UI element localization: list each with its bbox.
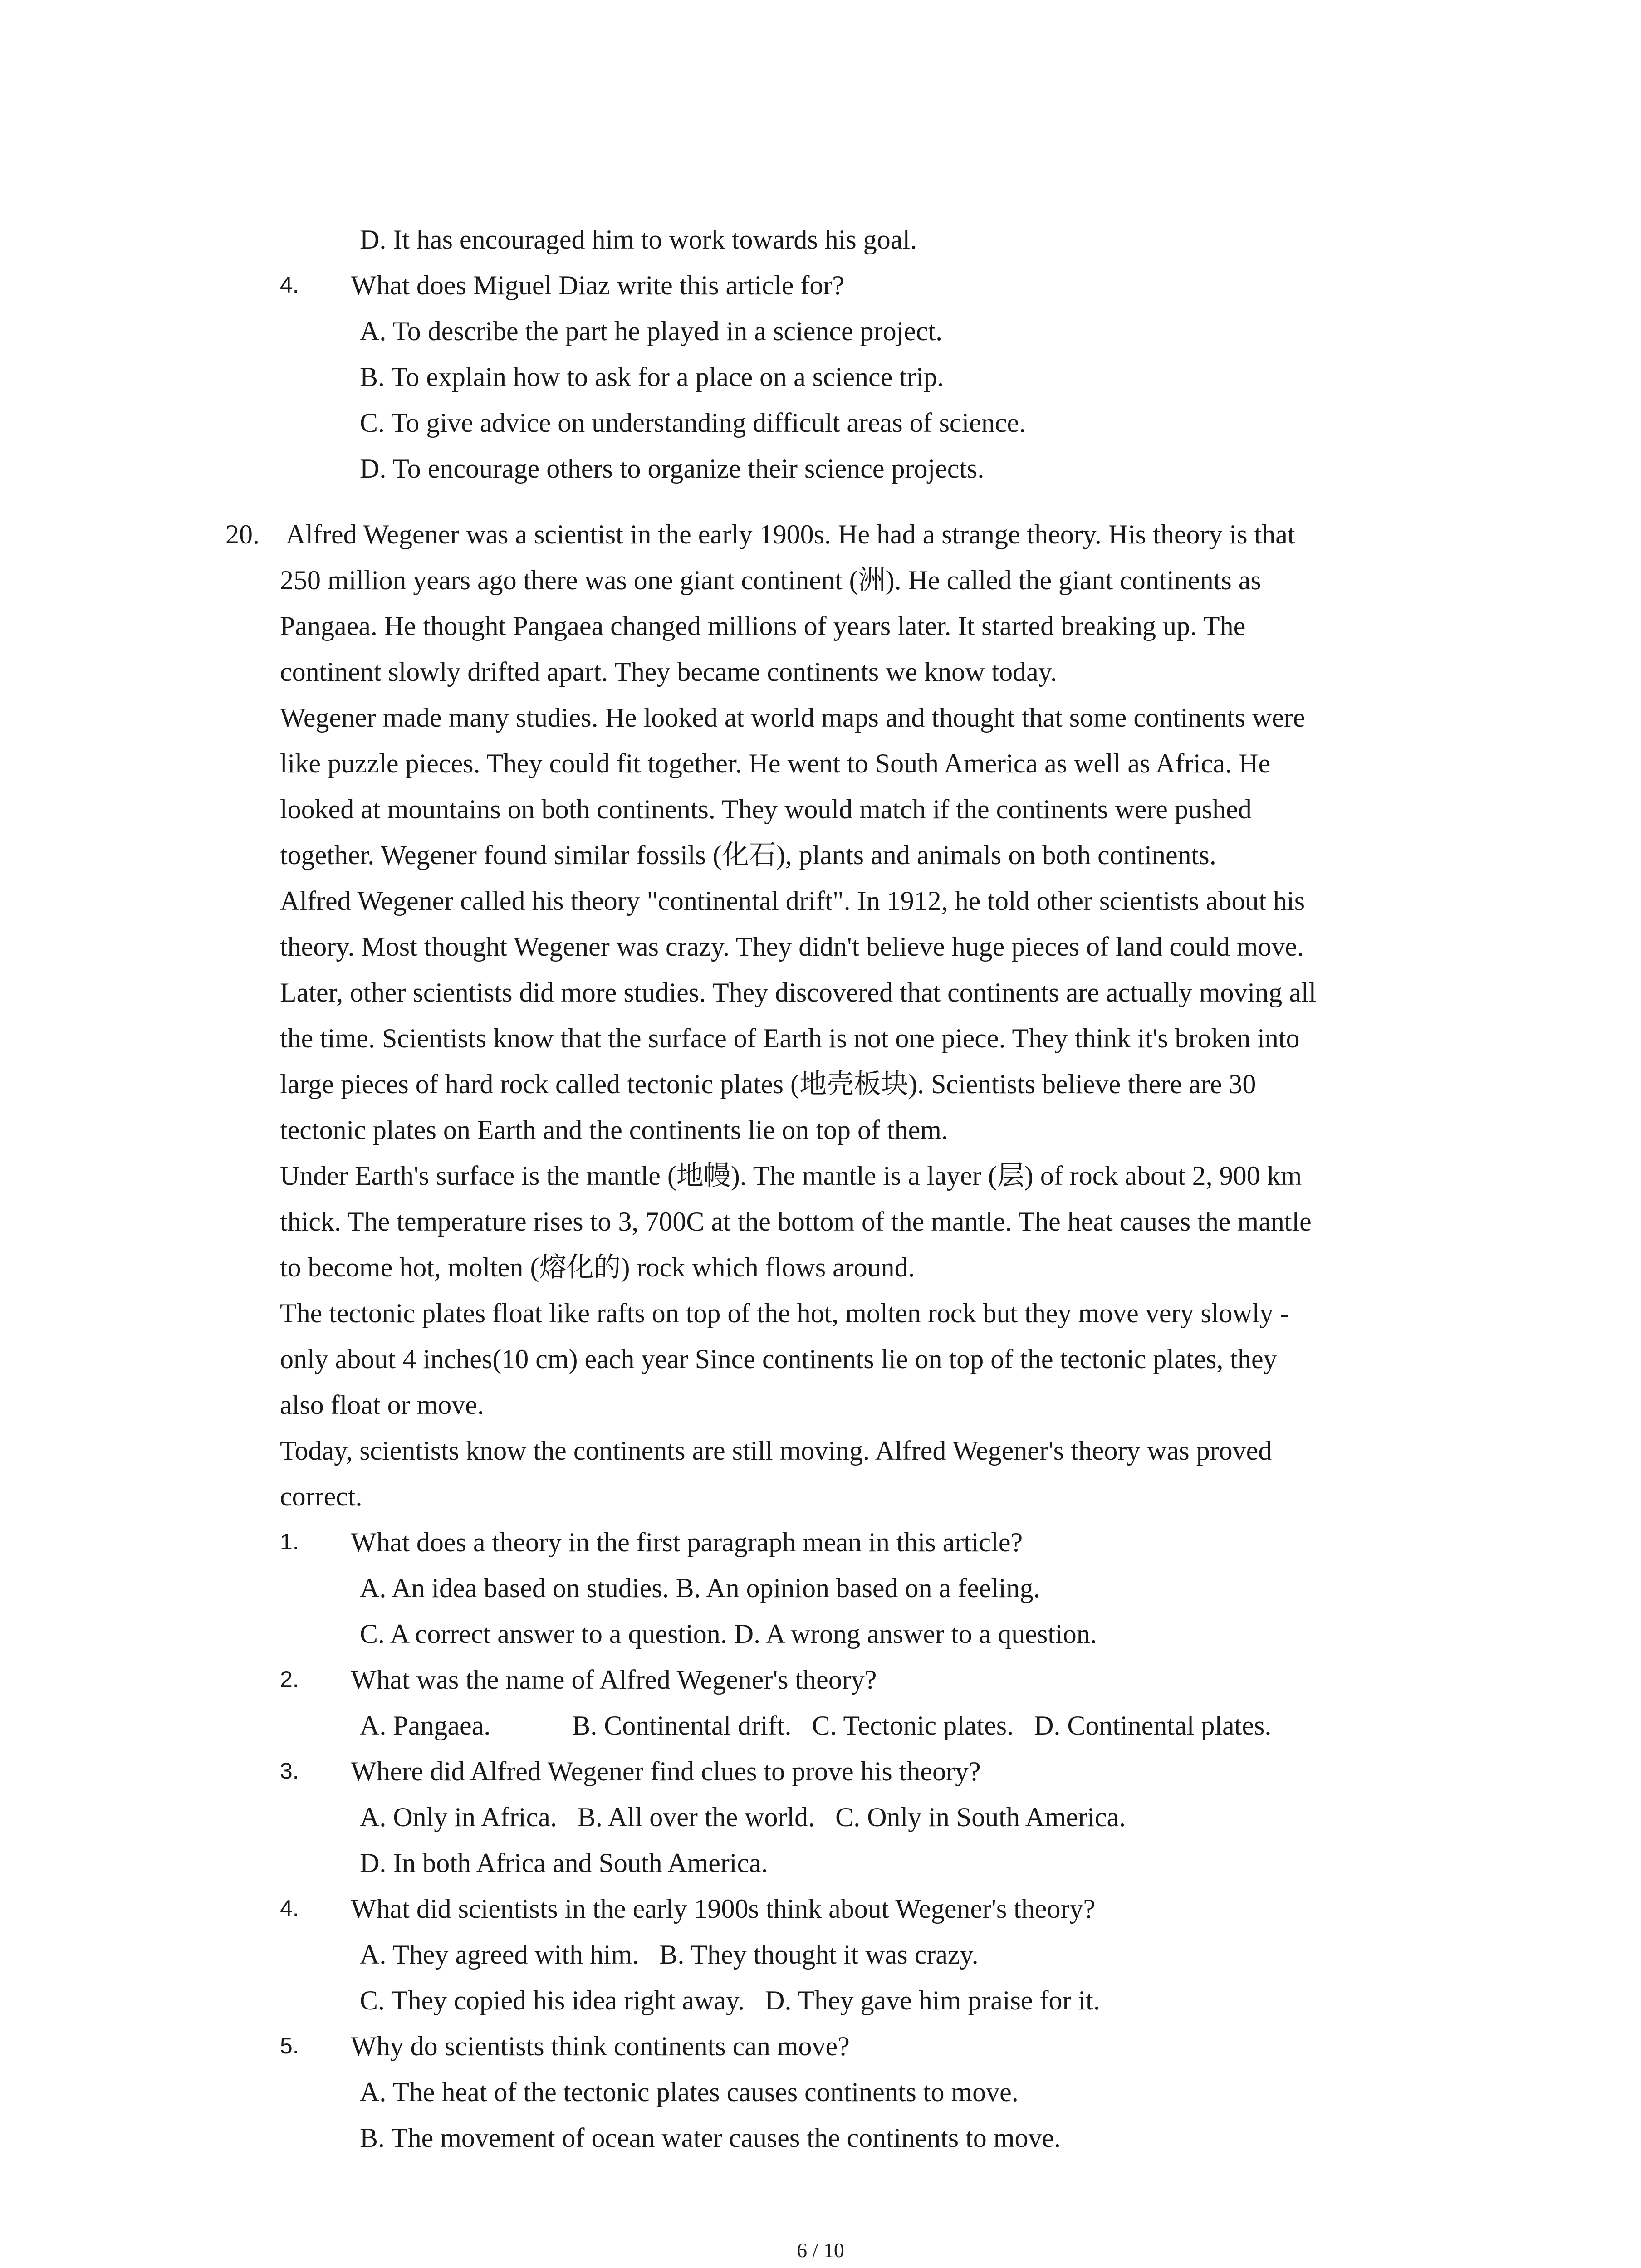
passage-number: 20.	[225, 519, 260, 549]
passage-line: theory. Most thought Wegener was crazy. They didn't believe huge pieces of land could move.	[280, 932, 1304, 962]
option-line: C. They copied his idea right away. D. They gave him praise for it.	[360, 1985, 1100, 2015]
question-number: 1.	[280, 1529, 299, 1554]
question-text: What did scientists in the early 1900s think about Wegener's theory?	[351, 1894, 1096, 1924]
page-number: 6 / 10	[797, 2239, 844, 2262]
option-line: A. The heat of the tectonic plates causes continents to move.	[360, 2077, 1019, 2107]
passage-line: tectonic plates on Earth and the continents lie on top of them.	[280, 1115, 948, 1145]
question-text: Why do scientists think continents can move?	[351, 2031, 850, 2061]
passage-line: Alfred Wegener was a scientist in the early 1900s. He had a strange theory. His theory is that	[286, 519, 1295, 549]
passage-line: The tectonic plates float like rafts on top of the hot, molten rock but they move very slowly -	[280, 1298, 1289, 1328]
option-line: D. In both Africa and South America.	[360, 1848, 768, 1878]
option-line: A. Pangaea. B. Continental drift. C. Tectonic plates. D. Continental plates.	[360, 1711, 1272, 1740]
passage-line: continent slowly drifted apart. They became continents we know today.	[280, 657, 1057, 687]
passage-line: to become hot, molten (熔化的) rock which flows around.	[280, 1252, 915, 1282]
option-line: A. Only in Africa. B. All over the world. C. Only in South America.	[360, 1802, 1126, 1832]
option-line: C. To give advice on understanding difficult areas of science.	[360, 408, 1026, 438]
question-number: 4.	[280, 272, 299, 298]
passage-line: Alfred Wegener called his theory "continental drift". In 1912, he told other scientists about his	[280, 886, 1305, 916]
question-text: Where did Alfred Wegener find clues to prove his theory?	[351, 1756, 981, 1786]
passage-line: together. Wegener found similar fossils (化石), plants and animals on both continents.	[280, 840, 1216, 870]
option-line: A. An idea based on studies. B. An opinion based on a feeling.	[360, 1573, 1040, 1603]
option-line: A. To describe the part he played in a science project.	[360, 316, 943, 346]
passage-line: Pangaea. He thought Pangaea changed millions of years later. It started breaking up. The	[280, 611, 1246, 641]
passage-line: looked at mountains on both continents. They would match if the continents were pushed	[280, 794, 1252, 824]
passage-line: Later, other scientists did more studies. They discovered that continents are actually moving all	[280, 978, 1317, 1007]
option-line: A. They agreed with him. B. They thought it was crazy.	[360, 1940, 979, 1970]
passage-line: also float or move.	[280, 1390, 484, 1420]
option-line: D. To encourage others to organize their science projects.	[360, 454, 985, 484]
passage-line: only about 4 inches(10 cm) each year Since continents lie on top of the tectonic plates, they	[280, 1344, 1277, 1374]
passage-line: like puzzle pieces. They could fit together. He went to South America as well as Africa. He	[280, 748, 1271, 778]
passage-line: Under Earth's surface is the mantle (地幔). The mantle is a layer (层) of rock about 2, 900 km	[280, 1161, 1302, 1191]
question-number: 4.	[280, 1896, 299, 1921]
passage-line: the time. Scientists know that the surface of Earth is not one piece. They think it's broken into	[280, 1023, 1300, 1053]
passage-line: large pieces of hard rock called tectonic plates (地壳板块). Scientists believe there are 30	[280, 1069, 1256, 1099]
option-line: D. It has encouraged him to work towards his goal.	[360, 225, 917, 254]
passage-line: Wegener made many studies. He looked at world maps and thought that some continents were	[280, 703, 1305, 733]
option-line: B. The movement of ocean water causes the continents to move.	[360, 2123, 1061, 2153]
option-line: B. To explain how to ask for a place on a science trip.	[360, 362, 944, 392]
question-text: What does Miguel Diaz write this article for?	[351, 270, 844, 300]
passage-line: 250 million years ago there was one giant continent (洲). He called the giant continents as	[280, 565, 1261, 595]
question-number: 3.	[280, 1758, 299, 1784]
option-line: C. A correct answer to a question. D. A wrong answer to a question.	[360, 1619, 1097, 1649]
passage-line: correct.	[280, 1481, 362, 1511]
question-number: 5.	[280, 2033, 299, 2058]
passage-line: Today, scientists know the continents are still moving. Alfred Wegener's theory was proved	[280, 1436, 1272, 1466]
question-number: 2.	[280, 1667, 299, 1692]
passage-line: thick. The temperature rises to 3, 700C at the bottom of the mantle. The heat causes the mantle	[280, 1207, 1312, 1237]
question-text: What does a theory in the first paragraph mean in this article?	[351, 1527, 1023, 1557]
question-text: What was the name of Alfred Wegener's theory?	[351, 1665, 877, 1695]
